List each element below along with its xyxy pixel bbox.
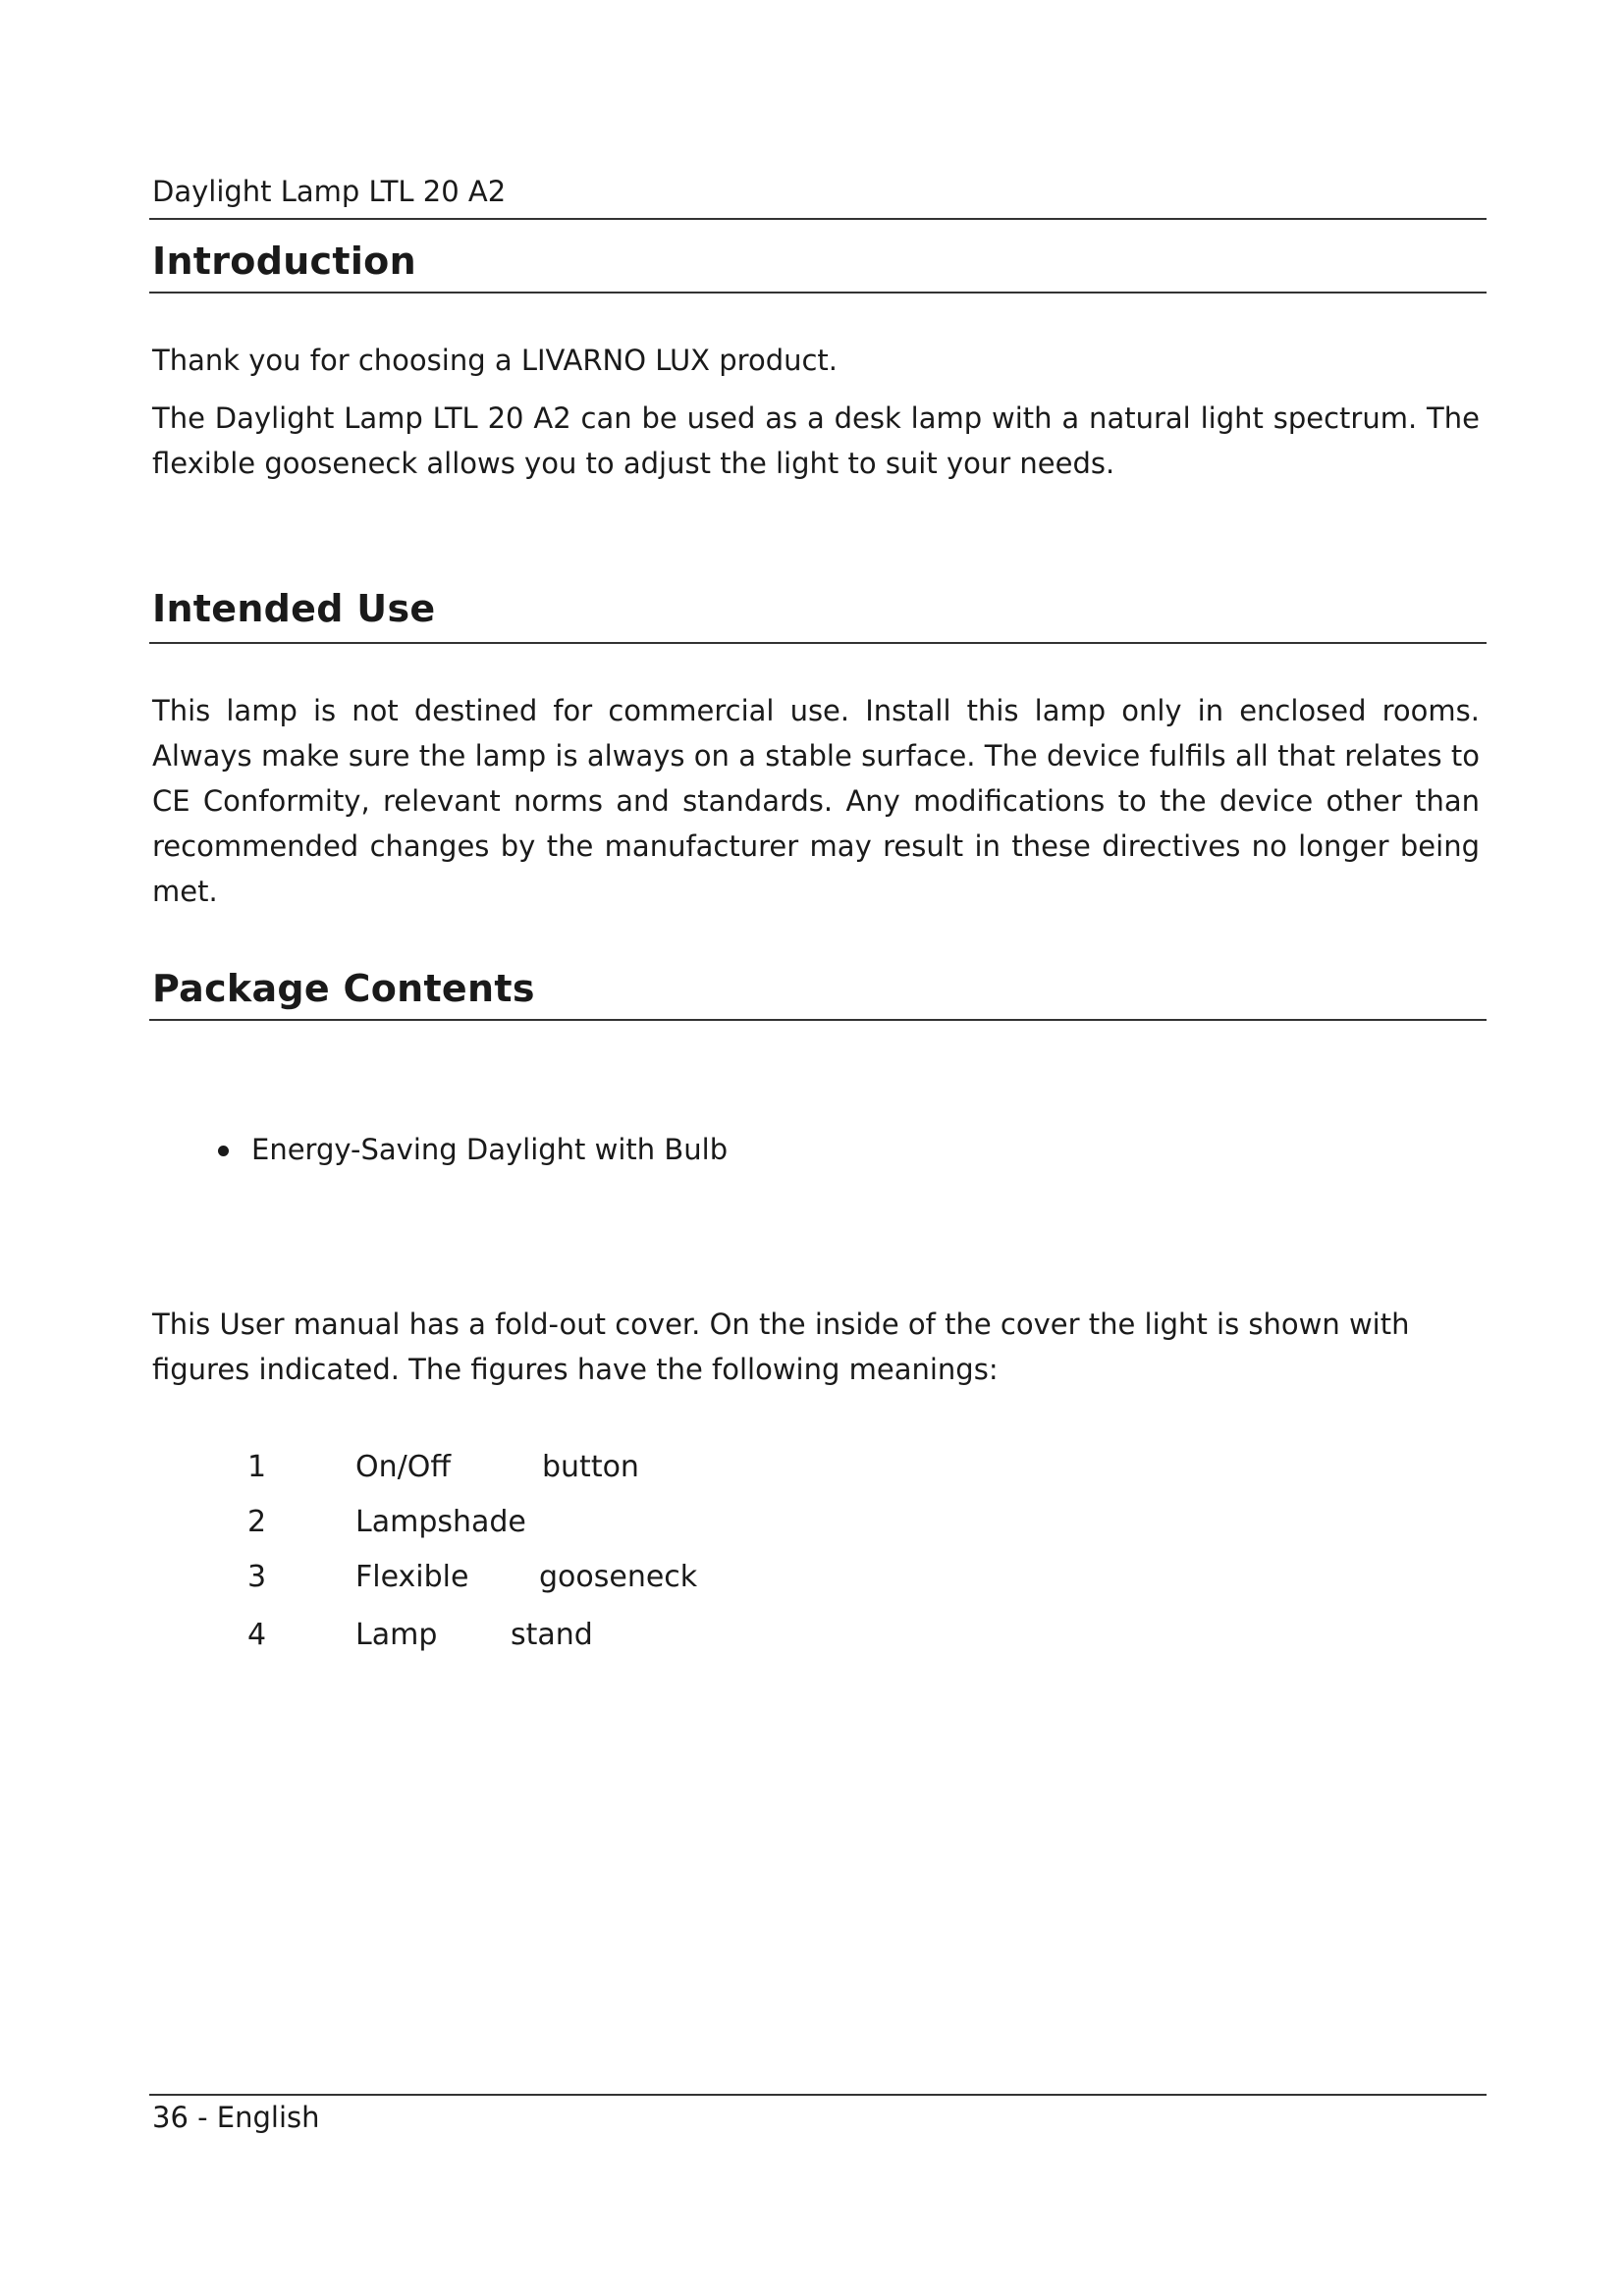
bullet-icon	[218, 1146, 229, 1156]
list-item	[218, 1133, 728, 1166]
figure-number: 2	[247, 1505, 267, 1539]
figure-number: 3	[247, 1560, 267, 1594]
figure-label-continued: button	[542, 1450, 639, 1484]
section-rule-intended-use	[149, 642, 1487, 644]
intro-paragraph-2: The Daylight Lamp LTL 20 A2 can be used as a desk lamp with a natural light spectrum. The flexible gooseneck allows you to adjust the light to suit your needs.	[152, 401, 1480, 480]
figure-label-continued: gooseneck	[539, 1560, 698, 1594]
figure-label: On/Off	[355, 1450, 452, 1484]
figure-legend-row	[247, 1505, 837, 1544]
intended-use-paragraph: This lamp is not destined for commercial use. Install this lamp only in enclosed rooms. Always make sure the lamp is always on a stable surface. The device fulfils all that relates to CE Conformity, relevant norms and standards. Any modifications to the device other than recommended changes by the manufacturer may result in these directives no longer being met.	[152, 694, 1480, 908]
section-heading-introduction: Introduction	[152, 240, 416, 283]
figure-number: 4	[247, 1618, 267, 1652]
figure-legend-row	[247, 1450, 837, 1489]
header-rule	[149, 218, 1487, 220]
section-rule-introduction	[149, 292, 1487, 294]
figure-label-continued: stand	[511, 1618, 593, 1652]
section-rule-package-contents	[149, 1019, 1487, 1021]
figure-legend-row	[247, 1560, 837, 1599]
section-heading-package-contents: Package Contents	[152, 967, 535, 1010]
fold-out-paragraph: This User manual has a fold-out cover. On the inside of the cover the light is shown with figures indicated. The figures have the following meanings:	[152, 1308, 1410, 1386]
figure-legend-row	[247, 1618, 837, 1657]
page-footer: 36 - English	[152, 2101, 320, 2134]
figure-label: Flexible	[355, 1560, 469, 1594]
figure-label: Lampshade	[355, 1505, 526, 1539]
intro-paragraph-1: Thank you for choosing a LIVARNO LUX product.	[152, 344, 839, 377]
footer-rule	[149, 2094, 1487, 2096]
figure-label: Lamp	[355, 1618, 438, 1652]
list-item-text: Energy-Saving Daylight with Bulb	[251, 1133, 729, 1166]
section-heading-intended-use: Intended Use	[152, 587, 436, 630]
figure-number: 1	[247, 1450, 267, 1484]
running-header: Daylight Lamp LTL 20 A2	[152, 175, 507, 208]
